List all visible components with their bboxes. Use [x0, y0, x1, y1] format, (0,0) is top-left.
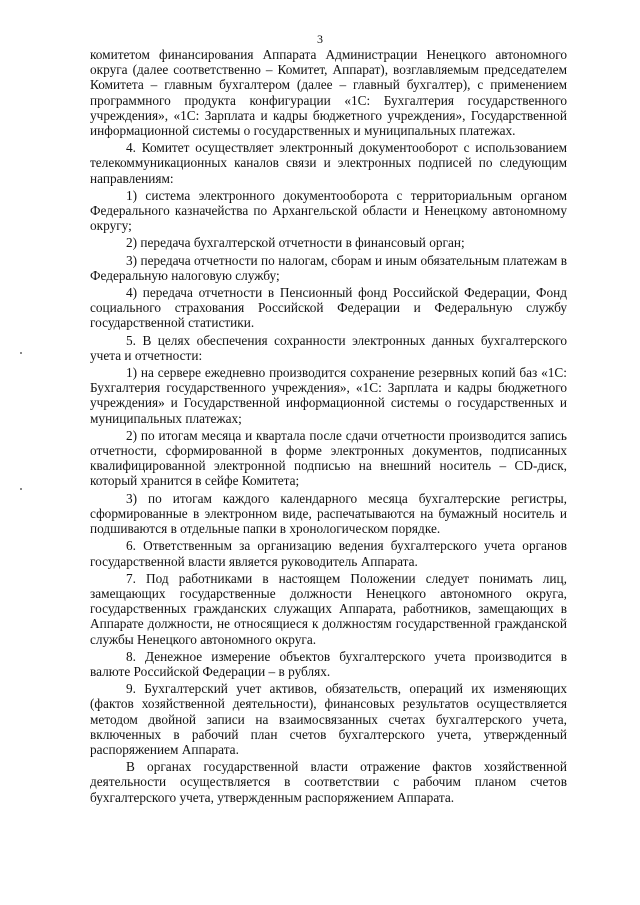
paragraph-subitem-4-3: 3) передача отчетности по налогам, сборам и иным обязательным платежам в Федеральную налоговую службу;: [90, 252, 567, 283]
paragraph-subitem-5-2: 2) по итогам месяца и квартала после сдачи отчетности производится запись отчетности, сформированной в форме электронных документов, подписанных квалифицированной электронной подписью на внешний носитель – CD-диск, который хранится в сейфе Комитета;: [90, 427, 567, 489]
paragraph-subitem-5-1: 1) на сервере ежедневно производится сохранение резервных копий баз «1С: Бухгалтерия государственного учреждения», «1С: Зарплата и кадры бюджетного учреждения» и Государственной информационной системы о государственных и муниципальных платежах;: [90, 365, 567, 426]
paragraph-subitem-4-2: 2) передача бухгалтерской отчетности в финансовый орган;: [126, 235, 465, 251]
paragraph-item-4: 4. Комитет осуществляет электронный документооборот с использованием телекоммуникационных каналов связи и электронных подписей по следующим направлениям:: [90, 140, 567, 186]
paragraph-subitem-4-1: 1) система электронного документооборота с территориальным органом Федерального казначейства по Архангельской области и Ненецкому автономному округу;: [90, 187, 567, 234]
paragraph-item-7: 7. Под работниками в настоящем Положении следует понимать лиц, замещающих государственные должности Ненецкого автономного округа, государственных гражданских служащих Аппарата, работников, замещающих в Аппарате должности, не относящиеся к должностям государственной гражданской службы Ненецкого автономного округа.: [90, 570, 567, 647]
paragraph-item-8: 8. Денежное измерение объектов бухгалтерского учета производится в валюте Российской Федерации – в рублях.: [90, 648, 567, 679]
paragraph-subitem-4-4: 4) передача отчетности в Пенсионный фонд Российской Федерации, Фонд социального страхования Российской Федерации и Федеральную службу государственной статистики.: [90, 285, 567, 331]
margin-speck: [20, 488, 22, 490]
page-number: 3: [317, 32, 323, 46]
document-body: [90, 47, 567, 807]
paragraph-item-6: 6. Ответственным за организацию ведения бухгалтерского учета органов государственной власти является руководитель Аппарата.: [90, 538, 567, 569]
paragraph-item-9-continued: В органах государственной власти отражение фактов хозяйственной деятельности осуществляется в соответствии с рабочим планом счетов бухгалтерского учета, утвержденным распоряжением Аппарата.: [90, 759, 567, 805]
paragraph-item-5: 5. В целях обеспечения сохранности электронных данных бухгалтерского учета и отчетности:: [90, 332, 567, 363]
paragraph-item-9: 9. Бухгалтерский учет активов, обязательств, операций их изменяющих (фактов хозяйственной деятельности), финансовых результатов осуществляется методом двойной записи на взаимосвязанных счетах бухгалтерского учета, включенных в рабочий план счетов бухгалтерского учета, утвержденный распоряжением Аппарата.: [90, 681, 567, 757]
paragraph-continuation: комитетом финансирования Аппарата Администрации Ненецкого автономного округа (далее соответственно – Комитет, Аппарат), возглавляемым председателем Комитета – главным бухгалтером (далее – главный бухгалтер), с применением программного продукта конфигурации «1С: Бухгалтерия государственного учреждения», «1С: Зарплата и кадры бюджетного учреждения», Государственной информационной системы о государственных и муниципальных платежах.: [90, 47, 567, 139]
paragraph-subitem-5-3: 3) по итогам каждого календарного месяца бухгалтерские регистры, сформированные в электронном виде, распечатываются на бумажный носитель и подшиваются в отдельные папки в хронологическом порядке.: [90, 490, 567, 537]
margin-speck: [20, 352, 22, 354]
